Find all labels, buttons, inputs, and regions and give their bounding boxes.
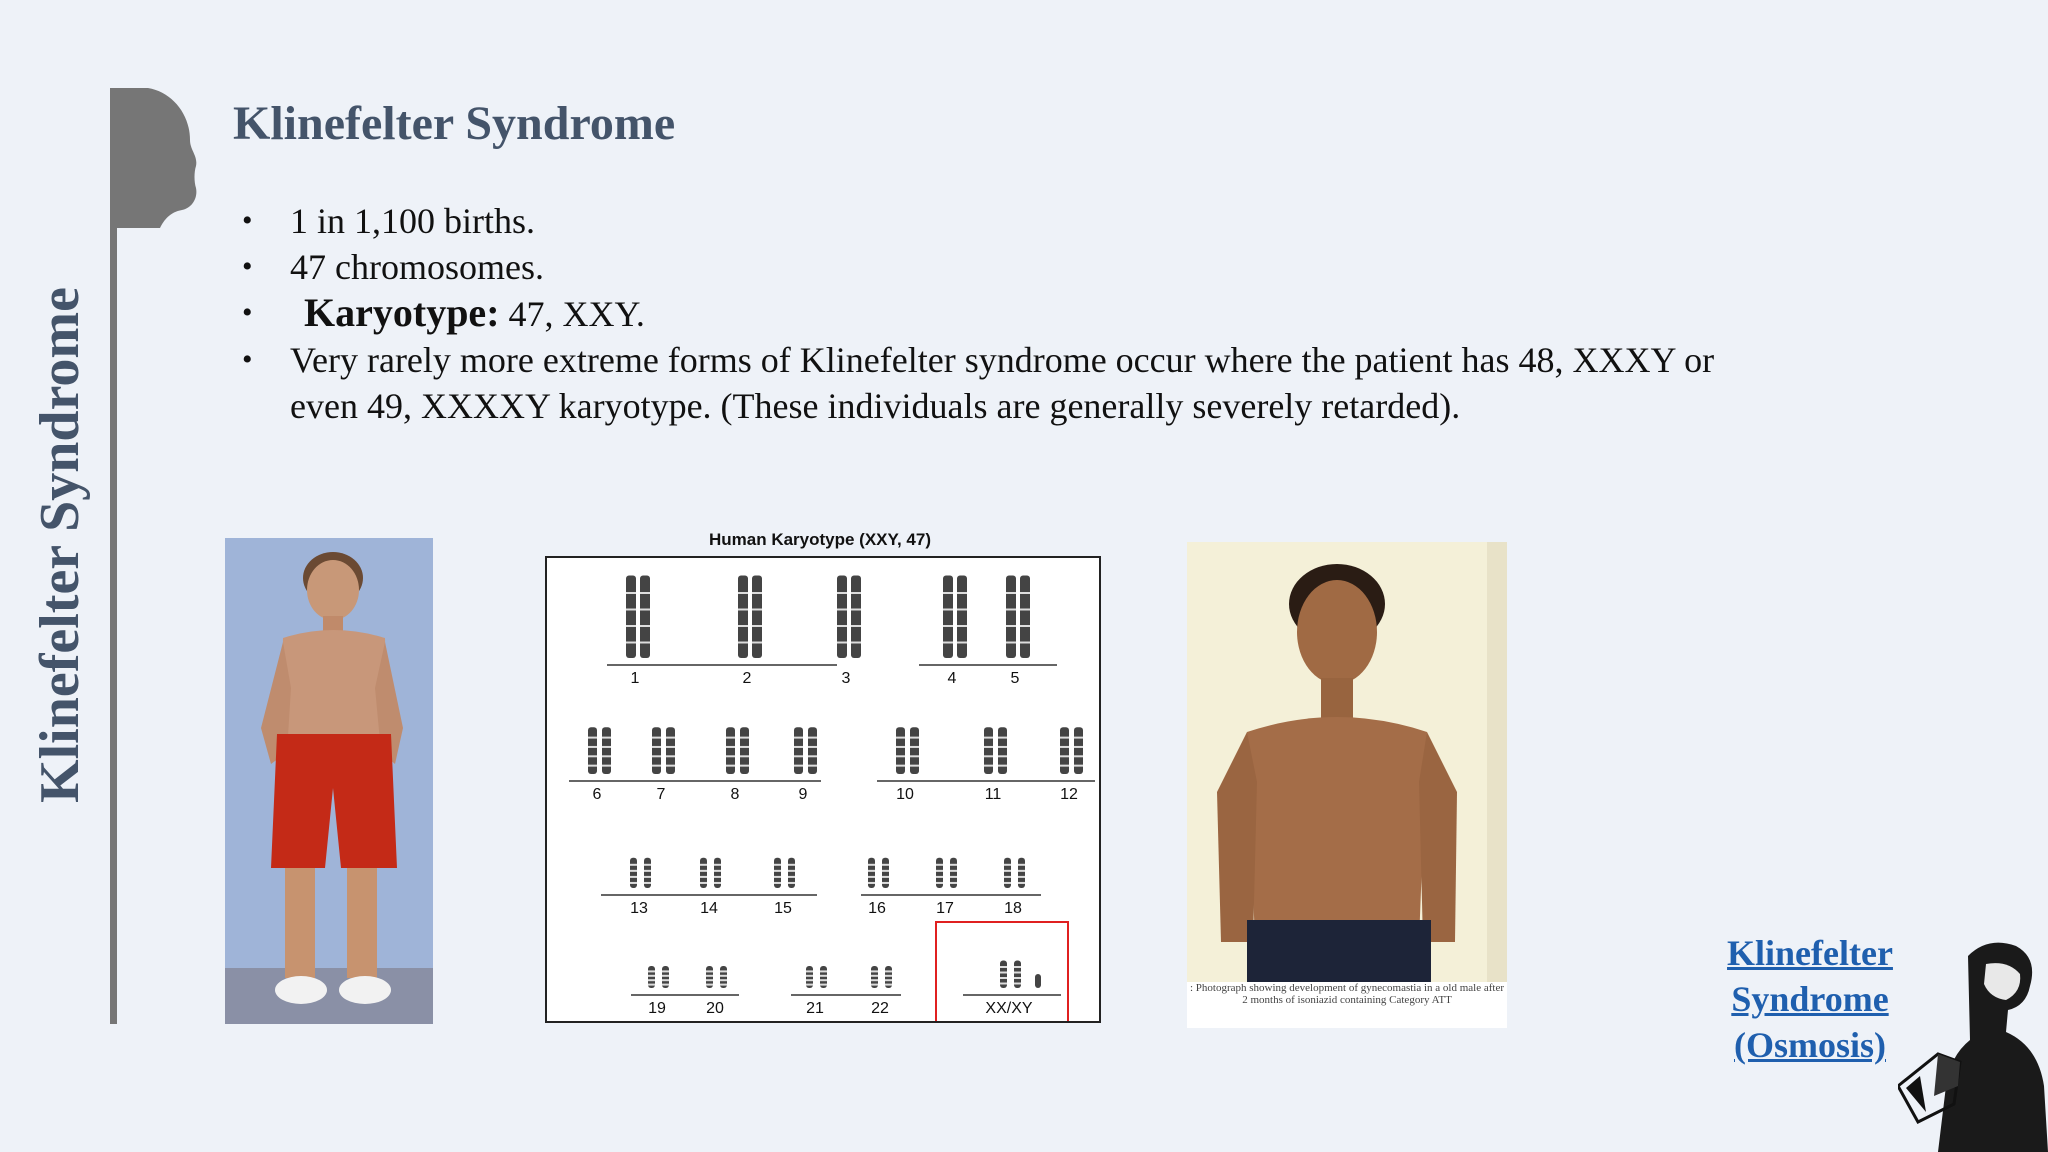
chromosome-band [714,864,721,866]
chromosome-band [957,625,967,627]
chromosome-band [1074,737,1083,739]
chromosome-band [806,984,813,986]
chromosome-pair-6 [588,727,611,774]
chromosome-band [896,765,905,767]
chromosome-band [726,755,735,757]
boy-photo [225,538,433,1024]
chromosome-band [794,737,803,739]
chromosome-band [602,746,611,748]
chromosome [652,727,661,774]
chromosome-pair-4 [943,576,967,659]
osmosis-video-link[interactable] [1700,930,1920,1068]
chromosome-band [1018,882,1025,884]
chromosome-band [1006,625,1016,627]
chromosome-band [738,625,748,627]
chromosome-band [626,625,636,627]
chromosome-band [630,882,637,884]
chromosome-band [1020,592,1030,594]
karyotype-label-3: 3 [841,670,851,687]
chromosome-band [998,737,1007,739]
link-line-2[interactable]: Syndrome [1731,979,1889,1019]
chromosome-pair-14 [700,858,721,888]
chromosome-band [885,970,892,972]
chromosome-band [910,755,919,757]
chromosome-band [662,984,669,986]
chromosome [640,576,650,659]
chromosome-band [820,984,827,986]
chromosome-band [738,642,748,644]
chromosome-band [648,984,655,986]
chromosome [666,727,675,774]
chromosome-band [936,864,943,866]
chromosome-band [666,737,675,739]
chromosome-band [740,755,749,757]
bullet-text: 1 in 1,100 births. [290,201,536,241]
chromosome-band [910,737,919,739]
chromosome-band [1004,870,1011,872]
chromosome [588,727,597,774]
chromosome-pair-20 [706,966,727,988]
chromosome-band [871,979,878,981]
chromosome-band [837,609,847,611]
chromosome-band [882,870,889,872]
chromosome-band [998,746,1007,748]
chromosome-band [644,876,651,878]
chromosome-band [588,746,597,748]
head-silhouette-icon [110,88,200,228]
chromosome-band [950,870,957,872]
chromosome-band [868,864,875,866]
chromosome [984,727,993,774]
chromosome-band [1006,609,1016,611]
chromosome-band [1000,966,1007,968]
chromosome-band [640,642,650,644]
chromosome-band [851,609,861,611]
chromosome-band [1060,737,1069,739]
chromosome-band [1014,972,1021,974]
chromosome-band [882,876,889,878]
chromosome [1060,727,1069,774]
chromosome-band [910,765,919,767]
chromosome-band [957,609,967,611]
karyotype-label-4: 4 [947,670,957,687]
chromosome-band [943,625,953,627]
chromosome-band [700,876,707,878]
chromosome-band [837,625,847,627]
karyotype-label-XX/XY: XX/XY [985,1000,1033,1017]
chromosome-band [640,592,650,594]
chromosome-band [726,746,735,748]
chromosome [1006,576,1016,659]
chromosome-band [808,765,817,767]
karyotype-title: Human Karyotype (XXY, 47) [708,530,931,549]
chromosome-band [626,592,636,594]
chromosome-band [868,882,875,884]
chromosome-band [644,864,651,866]
chromosome-band [720,975,727,977]
chromosome-band [652,765,661,767]
chromosome [943,576,953,659]
chromosome-band [648,979,655,981]
chromosome-band [788,882,795,884]
chromosome-pair-11 [984,727,1007,774]
chromosome [1020,576,1030,659]
chromosome-band [652,746,661,748]
karyotype-label-14: 14 [700,900,718,917]
chromosome-band [806,970,813,972]
chromosome-band [714,876,721,878]
chromosome-pair-16 [868,858,889,888]
chromosome-band [868,870,875,872]
bullet-births [238,198,1758,244]
chromosome-band [1004,876,1011,878]
chromosome-band [1020,625,1030,627]
chromosome-pair-18 [1004,858,1025,888]
bullet-list [238,198,1758,429]
chromosome-band [706,970,713,972]
chromosome-band [626,642,636,644]
patient-photo [1187,542,1507,1028]
chromosome-band [1006,592,1016,594]
bullet-text: Very rarely more extreme forms of Klinefelter syndrome occur where the patient has 48, XXXY or even 49, XXXXY karyotype. (These individuals are generally severely retarded). [290,340,1715,426]
chromosome-band [896,746,905,748]
chromosome-band [1074,755,1083,757]
karyotype-label-2: 2 [742,670,752,687]
chromosome-band [774,876,781,878]
chromosome-band [752,625,762,627]
chromosome [957,576,967,659]
chromosome-band [885,984,892,986]
chromosome-band [871,975,878,977]
chromosome-band [644,882,651,884]
chromosome-band [644,870,651,872]
chromosome [910,727,919,774]
chromosome-band [984,746,993,748]
chromosome-band [720,970,727,972]
chromosome-band [788,864,795,866]
chromosome-band [752,592,762,594]
chromosome-band [837,592,847,594]
chromosome [851,576,861,659]
chromosome-band [1060,755,1069,757]
karyotype-label-22: 22 [871,1000,889,1017]
chromosome-band [851,642,861,644]
chromosome-band [936,876,943,878]
chromosome-band [885,975,892,977]
chromosome-band [588,737,597,739]
chromosome-band [720,984,727,986]
chromosome-band [1074,765,1083,767]
chromosome-band [740,765,749,767]
chromosome-band [700,870,707,872]
chromosome-band [1018,870,1025,872]
chromosome-band [871,970,878,972]
chromosome-pair-17 [936,858,957,888]
chromosome-band [808,755,817,757]
chromosome-band [640,625,650,627]
chromosome-band [1018,876,1025,878]
chromosome-band [630,876,637,878]
chromosome-band [648,970,655,972]
chromosome-band [1014,977,1021,979]
chromosome-band [706,984,713,986]
chromosome-pair-7 [652,727,675,774]
chromosome-band [885,979,892,981]
chromosome-band [820,975,827,977]
chromosome-band [851,592,861,594]
chromosome-band [806,975,813,977]
chromosome-band [774,864,781,866]
chromosome [794,727,803,774]
chromosome-band [1006,642,1016,644]
chromosome-band [794,755,803,757]
chromosome-band [820,979,827,981]
chromosome-band [820,970,827,972]
chromosome-band [882,864,889,866]
chromosome-band [662,975,669,977]
karyotype-label-11: 11 [984,786,1002,803]
chromosome-band [666,755,675,757]
chromosome-band [630,870,637,872]
chromosome-band [602,737,611,739]
chromosome-band [774,882,781,884]
chromosome [896,727,905,774]
chromosome-pair-1 [626,576,650,659]
chromosome-pair-19 [648,966,669,988]
chromosome-band [774,870,781,872]
chromosome-band [936,882,943,884]
karyotype-label-8: 8 [730,786,740,803]
chromosome-band [998,765,1007,767]
vertical-title: Klinefelter Syndrome [29,287,91,803]
chromosome-pair-2 [738,576,762,659]
boy-figure-image [225,538,433,1024]
karyotype-label-1: 1 [630,670,640,687]
chromosome-band [588,755,597,757]
karyotype-label-19: 19 [648,1000,666,1017]
chromosome-band [652,737,661,739]
chromosome [738,576,748,659]
chromosome-band [1000,977,1007,979]
chromosome-band [740,746,749,748]
chromosome-band [1060,765,1069,767]
chromosome-band [662,970,669,972]
chromosome-band [936,870,943,872]
chromosome [998,727,1007,774]
chromosome-band [700,882,707,884]
chromosome-band [640,609,650,611]
chromosome-band [896,755,905,757]
karyotype-label-5: 5 [1010,670,1020,687]
chromosome-band [943,592,953,594]
chromosome-pair-12 [1060,727,1083,774]
chromosome [808,727,817,774]
chromosome [740,727,749,774]
chromosome-band [752,642,762,644]
chromosome-band [752,609,762,611]
chromosome-band [896,737,905,739]
chromosome-band [806,979,813,981]
chromosome-band [726,737,735,739]
karyotype-label-9: 9 [798,786,808,803]
chromosome-pair-5 [1006,576,1030,659]
chromosome-band [957,592,967,594]
chromosome [626,576,636,659]
chromosome-band [1020,642,1030,644]
karyotype-label-16: 16 [868,900,886,917]
chromosome-pair-13 [630,858,651,888]
chromosome-band [1000,972,1007,974]
chromosome-pair-10 [896,727,919,774]
chromosome-band [588,765,597,767]
chromosome-band [950,864,957,866]
chromosome-band [714,882,721,884]
chromosome [726,727,735,774]
chromosome-band [666,746,675,748]
chromosome-band [1018,864,1025,866]
chromosome-band [950,876,957,878]
chromosome-band [788,876,795,878]
cameraman-illustration-icon [1898,936,2048,1152]
chromosome-pair-9 [794,727,817,774]
chromosome-band [630,864,637,866]
chromosome-band [726,765,735,767]
chromosome-band [1014,966,1021,968]
chromosome-band [706,979,713,981]
chromosome-band [662,979,669,981]
chromosome-band [808,737,817,739]
chromosome-band [984,755,993,757]
link-line-1[interactable]: Klinefelter [1727,933,1893,973]
chromosome-band [984,765,993,767]
chromosome-band [706,975,713,977]
chromosome-pair-XX/XY [1000,961,1041,989]
karyotype-label-12: 12 [1060,786,1078,803]
chromosome-pair-3 [837,576,861,659]
chromosome-band [738,592,748,594]
chromosome-band [700,864,707,866]
chromosome-band [984,737,993,739]
chromosome-band [794,746,803,748]
karyotype-drawing [547,558,1099,1021]
patient-figure-image [1187,542,1507,982]
karyotype-chart [545,556,1101,1023]
chromosome-band [882,882,889,884]
bullet-karyotype [238,290,1758,337]
karyotype-label-7: 7 [656,786,666,803]
chromosome-band [808,746,817,748]
chromosome-band [1060,746,1069,748]
bullet-chromosomes [238,244,1758,290]
chromosome-band [910,746,919,748]
chromosome-band [998,755,1007,757]
chromosome-band [626,609,636,611]
chromosome [602,727,611,774]
chromosome-pair-21 [806,966,827,988]
karyotype-label-20: 20 [706,1000,724,1017]
chromosome-pair-8 [726,727,749,774]
chromosome-band [788,870,795,872]
chromosome-band [871,984,878,986]
chromosome-pair-15 [774,858,795,888]
chromosome [1074,727,1083,774]
chromosome-band [738,609,748,611]
karyotype-label-15: 15 [774,900,792,917]
chromosome-band [794,765,803,767]
karyotype-label-17: 17 [936,900,954,917]
bullet-text: 47 chromosomes. [290,247,544,287]
chromosome-band [1014,983,1021,985]
chromosome-band [957,642,967,644]
karyotype-label-13: 13 [630,900,648,917]
karyotype-label-6: 6 [592,786,602,803]
chromosome [837,576,847,659]
chromosome-band [666,765,675,767]
chromosome-band [950,882,957,884]
karyotype-label-10: 10 [896,786,914,803]
patient-photo-caption: : Photograph showing development of gynecomastia in a old male after 2 months of isoniazid containing Category ATT [1189,982,1505,1006]
karyotype-label-21: 21 [806,1000,824,1017]
chromosome-pair-22 [871,966,892,988]
chromosome [752,576,762,659]
chromosome-band [720,979,727,981]
chromosome-band [602,755,611,757]
chromosome-band [1004,864,1011,866]
chromosome-y [1035,974,1041,988]
chromosome-band [943,642,953,644]
chromosome-band [652,755,661,757]
karyotype-value: 47, XXY. [499,294,645,334]
chromosome-band [740,737,749,739]
slide-title: Klinefelter Syndrome [233,97,676,150]
link-line-3[interactable]: (Osmosis) [1734,1025,1886,1065]
karyotype-label: Karyotype: [304,290,500,335]
chromosome-band [943,609,953,611]
chromosome-band [851,625,861,627]
bullet-extreme-forms [238,337,1758,429]
chromosome-band [648,975,655,977]
chromosome-band [1004,882,1011,884]
karyotype-label-18: 18 [1004,900,1022,917]
chromosome-band [1020,609,1030,611]
chromosome-band [837,642,847,644]
chromosome-band [868,876,875,878]
side-divider-bar [110,88,117,1024]
chromosome-band [1074,746,1083,748]
chromosome-band [602,765,611,767]
chromosome-band [1000,983,1007,985]
chromosome-band [714,870,721,872]
